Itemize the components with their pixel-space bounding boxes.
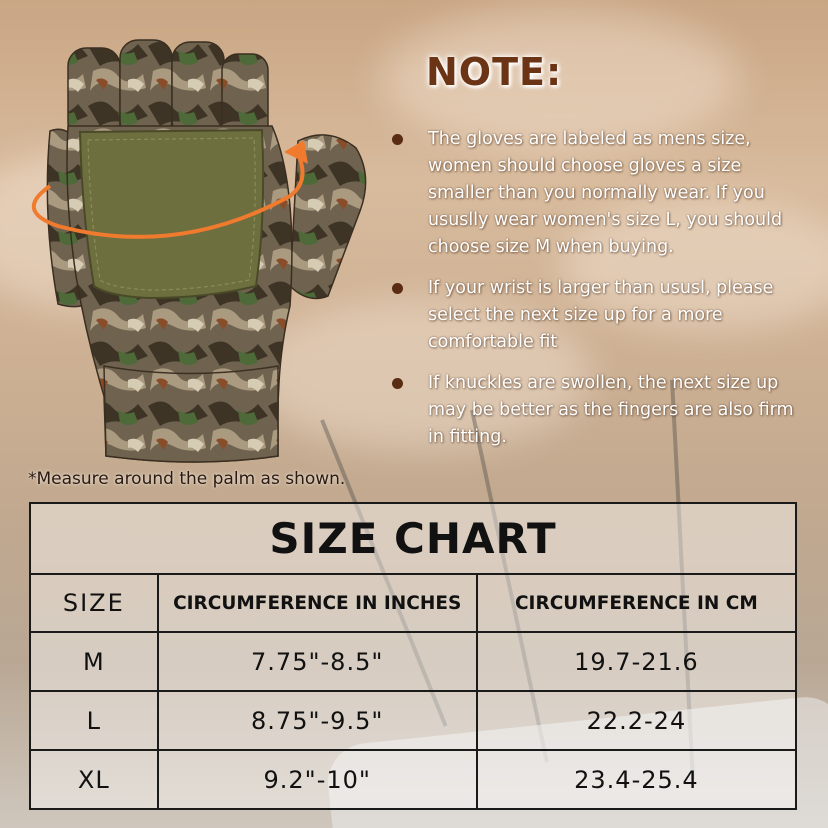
note-item-text: The gloves are labeled as mens size, women should choose gloves a size smaller than you normally wear. If you ususlly wear women's size L, you should choose size M when buying. bbox=[428, 129, 783, 257]
cell-cm: 23.4-25.4 bbox=[477, 750, 796, 809]
table-row bbox=[30, 750, 796, 809]
cell-size: M bbox=[30, 632, 158, 691]
cell-cm: 22.2-24 bbox=[477, 691, 796, 750]
size-chart-table bbox=[29, 502, 797, 810]
note-list bbox=[390, 126, 810, 465]
glove-illustration bbox=[28, 36, 378, 476]
bullet-icon bbox=[392, 283, 403, 294]
measure-note: *Measure around the palm as shown. bbox=[28, 469, 346, 489]
cell-inches: 7.75"-8.5" bbox=[158, 632, 477, 691]
note-title: NOTE: bbox=[426, 50, 563, 94]
header-size: SIZE bbox=[30, 574, 158, 632]
note-item bbox=[390, 126, 810, 261]
bullet-icon bbox=[392, 378, 403, 389]
note-item-text: If your wrist is larger than ususl, please select the next size up for a more comfortable fit bbox=[428, 278, 774, 352]
glove-image bbox=[28, 36, 378, 476]
cell-inches: 8.75"-9.5" bbox=[158, 691, 477, 750]
cell-inches: 9.2"-10" bbox=[158, 750, 477, 809]
header-cm: CIRCUMFERENCE IN CM bbox=[477, 574, 796, 632]
size-chart-title: SIZE CHART bbox=[30, 503, 796, 574]
note-item-text: If knuckles are swollen, the next size up may be better as the fingers are also firm in fitting. bbox=[428, 373, 794, 447]
cell-size: XL bbox=[30, 750, 158, 809]
cell-cm: 19.7-21.6 bbox=[477, 632, 796, 691]
note-item bbox=[390, 275, 810, 356]
table-row bbox=[30, 691, 796, 750]
note-item bbox=[390, 370, 810, 451]
cell-size: L bbox=[30, 691, 158, 750]
table-row bbox=[30, 632, 796, 691]
table-header-row bbox=[30, 574, 796, 632]
header-inches: CIRCUMFERENCE IN INCHES bbox=[158, 574, 477, 632]
bullet-icon bbox=[392, 134, 403, 145]
